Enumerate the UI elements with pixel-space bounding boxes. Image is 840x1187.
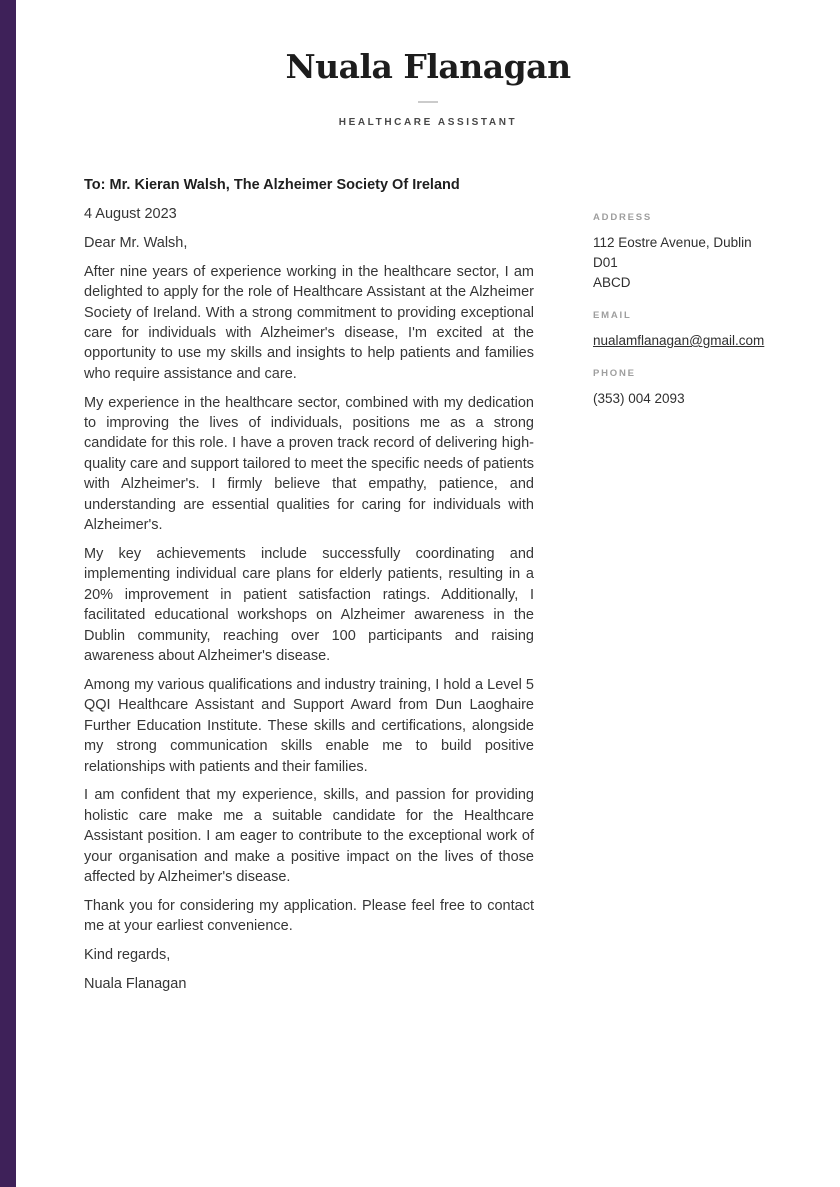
letter-paragraph: My experience in the healthcare sector, combined with my dedication to improving the lives of individuals, positions me as a strong candidate for this role. I have a proven track record of delivering high-quality care and support tailored to meet the specific needs of patients with Alzheimer's. I firmly believe that empathy, patience, and understanding are essential qualities for caring for individuals with Alzheimer's. (84, 394, 534, 534)
date-line: 4 August 2023 (84, 205, 177, 222)
contact-sidebar (593, 212, 773, 426)
letter-paragraph: Thank you for considering my application. Please feel free to contact me at your earliest convenience. (84, 898, 534, 935)
email-link[interactable]: nualamflanagan@gmail.com (593, 333, 765, 348)
phone-value: (353) 004 2093 (593, 391, 685, 406)
recipient-line: To: Mr. Kieran Walsh, The Alzheimer Society Of Ireland (84, 177, 460, 193)
phone-label: PHONE (593, 368, 636, 379)
accent-bar (0, 0, 16, 1187)
letter-paragraph: I am confident that my experience, skills, and passion for providing holistic care make me a suitable candidate for the Healthcare Assistant position. I am eager to contribute to the exceptional work of your organisation and make a positive impact on the lives of those affected by Alzheimer's disease. (84, 787, 534, 886)
closing-line: Kind regards, (84, 947, 171, 964)
header-divider (418, 101, 438, 103)
address-line-1: 112 Eostre Avenue, Dublin D01 (593, 235, 752, 270)
job-title: HEALTHCARE ASSISTANT (338, 117, 518, 128)
address-line-2: ABCD (593, 275, 631, 290)
signature-line: Nuala Flanagan (84, 976, 187, 993)
document-header (16, 46, 840, 128)
letter-paragraph: Among my various qualifications and industry training, I hold a Level 5 QQI Healthcare Assistant and Support Award from Dun Laoghaire Further Education Institute. These skills and certifications, alongside my strong communication skills enable me to build positive relationships with patients and their families. (84, 676, 534, 775)
letter-body (84, 175, 534, 1003)
salutation-line: Dear Mr. Walsh, (84, 234, 188, 251)
email-value (593, 331, 773, 351)
cover-letter-page (16, 0, 840, 1187)
address-label: ADDRESS (593, 212, 653, 223)
letter-paragraph: After nine years of experience working in the healthcare sector, I am delighted to apply for the role of Healthcare Assistant at the Alzheimer Society of Ireland. With a strong commitment to providing exceptional care for individuals with Alzheimer's disease, I'm excited at the opportunity to use my skills and insights to help patients and families who require assistance and care. (84, 263, 534, 382)
letter-paragraph: My key achievements include successfully coordinating and implementing individual care plans for elderly patients, resulting in a 20% improvement in patient satisfaction ratings. Additionally, I facilitated educational workshops on Alzheimer awareness in the Dublin community, reaching over 100 participants and raising awareness about Alzheimer's disease. (84, 546, 534, 665)
address-value (593, 233, 773, 293)
page-title: Nuala Flanagan (285, 47, 571, 86)
email-label: EMAIL (593, 310, 632, 321)
